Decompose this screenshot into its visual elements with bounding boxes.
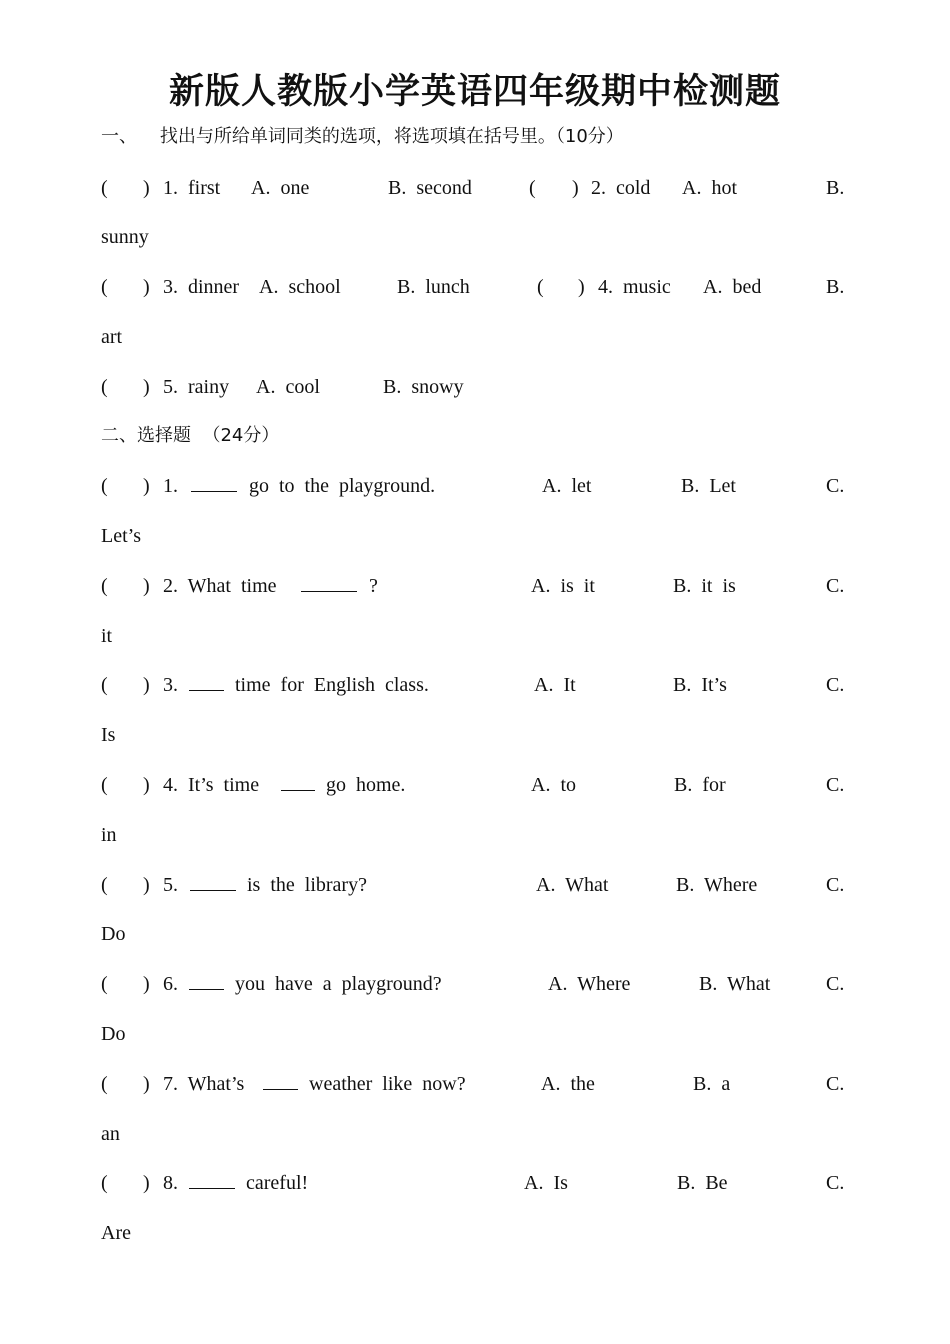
paren-close: )	[572, 177, 579, 199]
paren-open: (	[101, 376, 108, 398]
word-item: 1. first	[163, 177, 221, 199]
question-5-wrap	[101, 919, 861, 949]
question-8	[101, 1168, 861, 1198]
word-item: 2. cold	[591, 177, 651, 199]
answer-blank	[189, 969, 224, 999]
s1-row-3	[101, 372, 861, 402]
option-c-text: it	[101, 625, 113, 647]
option-b: B. snowy	[383, 376, 464, 398]
option-c-label: C.	[826, 774, 845, 796]
s1-row-2-wrap	[101, 322, 861, 352]
option-c-text: an	[101, 1123, 120, 1145]
option-a: A. let	[542, 475, 592, 497]
answer-blank	[263, 1069, 298, 1099]
question-prefix: 2. What time	[163, 575, 277, 597]
paren-open: (	[101, 874, 108, 896]
paren-open: (	[101, 1172, 108, 1194]
question-text: time for English class.	[235, 674, 429, 696]
option-b: B. Let	[681, 475, 736, 497]
option-a: A. cool	[256, 376, 320, 398]
paren-open: (	[101, 973, 108, 995]
paren-open: (	[101, 774, 108, 796]
paren-close: )	[143, 674, 150, 696]
answer-blank	[191, 471, 237, 501]
question-2	[101, 571, 861, 601]
paren-close: )	[143, 475, 150, 497]
option-b-text: sunny	[101, 226, 149, 248]
question-1-wrap	[101, 521, 861, 551]
paren-open: (	[101, 575, 108, 597]
question-prefix: 3.	[163, 674, 178, 696]
section2-heading	[101, 421, 861, 451]
option-a: A. It	[534, 674, 576, 696]
word-item: 3. dinner	[163, 276, 240, 298]
question-text: ?	[369, 575, 378, 597]
option-a: A. bed	[703, 276, 762, 298]
answer-blank	[301, 571, 357, 601]
option-c-text: Is	[101, 724, 116, 746]
question-8-wrap	[101, 1218, 861, 1248]
paren-open: (	[101, 475, 108, 497]
s1-row-1-wrap	[101, 222, 861, 252]
option-b: B. It’s	[673, 674, 727, 696]
page-title: 新版人教版小学英语四年级期中检测题	[168, 72, 781, 112]
word-item: 4. music	[598, 276, 671, 298]
question-text: go to the playground.	[249, 475, 436, 497]
paren-close: )	[143, 575, 150, 597]
option-c-label: C.	[826, 674, 845, 696]
option-b: B. a	[693, 1073, 731, 1095]
option-b-label: B.	[826, 177, 845, 199]
question-1	[101, 471, 861, 501]
option-c-label: C.	[826, 575, 845, 597]
option-a: A. Is	[524, 1172, 568, 1194]
paren-close: )	[143, 1172, 150, 1194]
paren-open: (	[101, 1073, 108, 1095]
option-b: B. second	[388, 177, 472, 199]
option-b: B. lunch	[397, 276, 470, 298]
s1-row-1	[101, 173, 861, 203]
question-7	[101, 1069, 861, 1099]
question-prefix: 8.	[163, 1172, 178, 1194]
option-c-text: Do	[101, 923, 126, 945]
paren-close: )	[143, 874, 150, 896]
answer-blank	[190, 870, 236, 900]
option-b: B. for	[674, 774, 726, 796]
question-prefix: 4. It’s time	[163, 774, 260, 796]
section1-heading	[101, 122, 861, 152]
option-b-text: art	[101, 326, 123, 348]
option-a: A. school	[259, 276, 341, 298]
option-c-label: C.	[826, 1073, 845, 1095]
s1-row-2	[101, 272, 861, 302]
paren-open: (	[101, 674, 108, 696]
option-a: A. the	[541, 1073, 595, 1095]
option-b: B. it is	[673, 575, 736, 597]
option-c-label: C.	[826, 475, 845, 497]
option-b-label: B.	[826, 276, 845, 298]
option-a: A. Where	[548, 973, 631, 995]
question-4	[101, 770, 861, 800]
paren-open: (	[101, 276, 108, 298]
question-text: is the library?	[247, 874, 367, 896]
paren-open: (	[529, 177, 536, 199]
question-7-wrap	[101, 1119, 861, 1149]
question-5	[101, 870, 861, 900]
question-3-wrap	[101, 720, 861, 750]
paren-open: (	[537, 276, 544, 298]
paren-close: )	[578, 276, 585, 298]
word-item: 5. rainy	[163, 376, 230, 398]
option-b: B. What	[699, 973, 771, 995]
question-3	[101, 670, 861, 700]
answer-blank	[189, 1168, 235, 1198]
paren-close: )	[143, 1073, 150, 1095]
paren-close: )	[143, 276, 150, 298]
option-a: A. hot	[682, 177, 737, 199]
option-a: A. is it	[531, 575, 595, 597]
section1-heading-text: 一、 找出与所给单词同类的选项，将选项填在括号里。（10分）	[101, 126, 624, 147]
paren-close: )	[143, 973, 150, 995]
option-a: A. What	[536, 874, 609, 896]
paren-close: )	[143, 774, 150, 796]
question-prefix: 7. What’s	[163, 1073, 245, 1095]
answer-blank	[189, 670, 224, 700]
question-6	[101, 969, 861, 999]
option-c-label: C.	[826, 874, 845, 896]
question-text: careful!	[246, 1172, 309, 1194]
question-prefix: 5.	[163, 874, 178, 896]
option-c-text: in	[101, 824, 117, 846]
section2-heading-text: 二、选择题 （24分）	[101, 425, 280, 446]
question-prefix: 1.	[163, 475, 178, 497]
question-text: you have a playground?	[235, 973, 442, 995]
option-c-text: Do	[101, 1023, 126, 1045]
question-text: go home.	[326, 774, 406, 796]
option-a: A. one	[251, 177, 310, 199]
question-6-wrap	[101, 1019, 861, 1049]
option-b: B. Where	[676, 874, 758, 896]
option-a: A. to	[531, 774, 576, 796]
option-c-text: Let’s	[101, 525, 141, 547]
question-2-wrap	[101, 621, 861, 651]
option-c-label: C.	[826, 1172, 845, 1194]
question-text: weather like now?	[309, 1073, 466, 1095]
option-c-text: Are	[101, 1222, 131, 1244]
question-prefix: 6.	[163, 973, 178, 995]
paren-close: )	[143, 177, 150, 199]
answer-blank	[281, 770, 315, 800]
option-c-label: C.	[826, 973, 845, 995]
paren-open: (	[101, 177, 108, 199]
option-b: B. Be	[677, 1172, 728, 1194]
paren-close: )	[143, 376, 150, 398]
question-4-wrap	[101, 820, 861, 850]
